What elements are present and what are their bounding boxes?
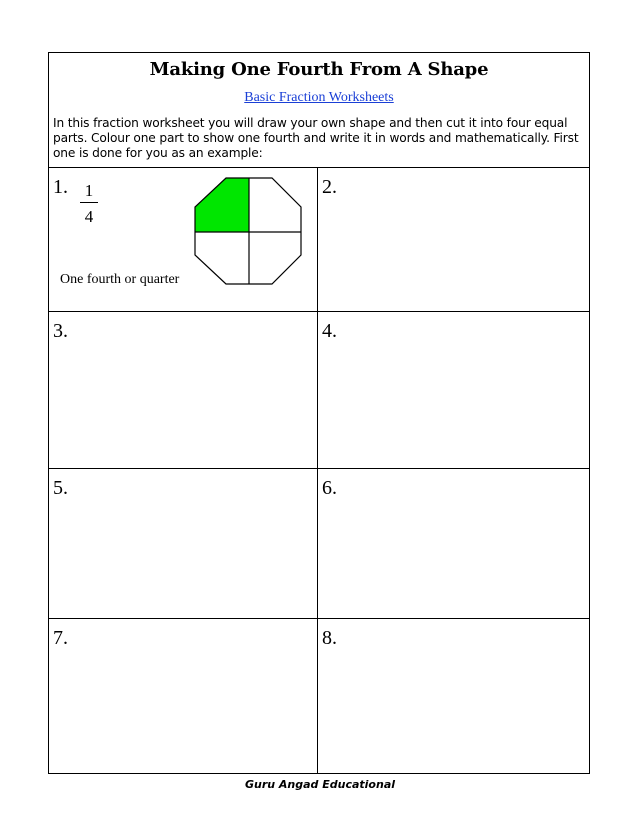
answer-cell-2[interactable] [318,168,590,311]
answer-cell-8[interactable] [318,619,590,773]
example-cell [49,168,317,311]
fraction-denominator: 4 [84,207,94,226]
cell-number: 5. [53,477,68,499]
fraction-bar [80,202,98,203]
answer-cell-5[interactable] [49,469,317,618]
answer-cell-3[interactable] [49,312,317,468]
worksheet-frame [48,52,590,774]
octagon-quartered-icon [193,176,305,288]
answer-cell-6[interactable] [318,469,590,618]
cell-number: 2. [322,176,337,198]
cell-number: 6. [322,477,337,499]
answer-cell-7[interactable] [49,619,317,773]
cell-number: 4. [322,320,337,342]
shaded-quarter [195,178,249,232]
answer-cell-4[interactable] [318,312,590,468]
cell-number: 8. [322,627,337,649]
example-caption: One fourth or quarter [60,272,180,287]
cell-number: 3. [53,320,68,342]
page-title: Making One Fourth From A Shape [149,59,489,80]
worksheet-header [49,53,589,168]
answer-grid [49,168,589,773]
basic-fraction-worksheets-link[interactable]: Basic Fraction Worksheets [244,90,394,105]
instructions-text: In this fraction worksheet you will draw your own shape and then cut it into four equal parts. Colour one part to show one fourth and write it in words and mathematically. First one is done for you as an example: [53,116,579,160]
fraction-numerator: 1 [84,181,94,200]
cell-number: 7. [53,627,68,649]
footer-credit: Guru Angad Educational [244,778,396,791]
fraction-one-fourth [79,181,99,227]
cell-number: 1. [53,176,68,198]
